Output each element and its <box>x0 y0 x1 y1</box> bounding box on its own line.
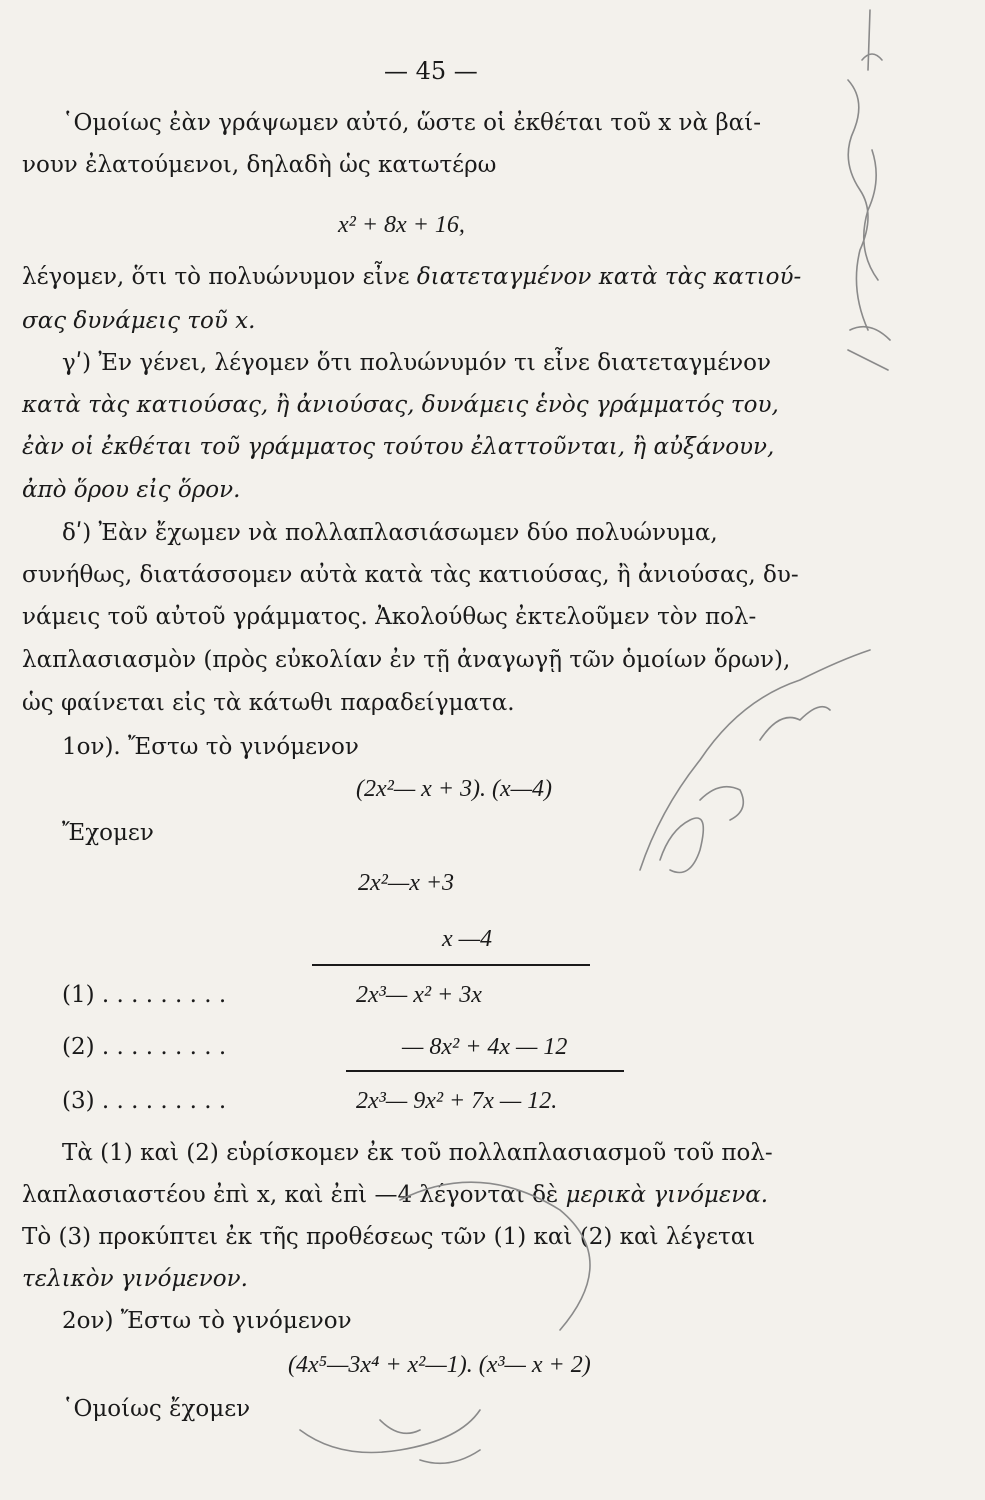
example2-product: (4x⁵—3x⁴ + x²—1). (x³— x + 2) <box>288 1352 591 1378</box>
para-final-line1: Τὰ (1) καὶ (2) εὑρίσκομεν ἐκ τοῦ πολλαπλασιασμοῦ τοῦ πολ- <box>62 1140 773 1166</box>
para-delta-line1: δʹ) Ἐὰν ἔχωμεν νὰ πολλαπλασιάσωμεν δύο πολυώνυμα, <box>62 520 718 546</box>
para1-line1: ῾Ομοίως ἐὰν γράψωμεν αὐτό, ὥστε οἱ ἐκθέται τοῦ x νὰ βαί- <box>62 110 761 136</box>
row1-label: (1) . . . . . . . . . <box>62 982 227 1008</box>
para1-line3-text: λέγομεν, ὅτι τὸ πολυώνυμον εἶνε <box>22 264 410 290</box>
para-final-line2-text: λαπλασιαστέου ἐπὶ x, καὶ ἐπὶ —4 λέγονται δὲ <box>22 1182 559 1208</box>
para-gamma-line1: γʹ) Ἐν γένει, λέγομεν ὅτι πολυώνυμόν τι εἶνε διατεταγμένον <box>62 350 771 376</box>
multiplier: x —4 <box>442 926 492 952</box>
example2-heading: 2ον) Ἔστω τὸ γινόμενον <box>62 1308 352 1334</box>
para-delta-line2: συνήθως, διατάσσομεν αὐτὰ κατὰ τὰς κατιούσας, ἢ ἀνιούσας, δυ- <box>22 562 799 588</box>
row2-label: (2) . . . . . . . . . <box>62 1034 227 1060</box>
para-delta-line5: ὡς φαίνεται εἰς τὰ κάτωθι παραδείγματα. <box>22 690 515 716</box>
para-gamma-line2: κατὰ τὰς κατιούσας, ἢ ἀνιούσας, δυνάμεις ἑνὸς γράμματός του, <box>22 392 779 418</box>
para1-line3-italic: διατεταγμένον κατὰ τὰς κατιού- <box>416 264 802 290</box>
row3-value: 2x³— 9x² + 7x — 12. <box>356 1088 558 1114</box>
page-number: — 45 — <box>384 57 478 85</box>
formula-x2-8x-16: x² + 8x + 16, <box>338 212 465 238</box>
para-gamma-line4: ἀπὸ ὅρου εἰς ὅρον. <box>22 477 241 503</box>
example1-have: Ἔχομεν <box>62 820 154 846</box>
para-delta-line4: λαπλασιασμὸν (πρὸς εὐκολίαν ἐν τῇ ἀναγωγῇ τῶν ὁμοίων ὅρων), <box>22 647 791 673</box>
row2-value: — 8x² + 4x — 12 <box>402 1034 568 1060</box>
para-final-line4: τελικὸν γινόμενον. <box>22 1266 248 1292</box>
para1-line4: σας δυνάμεις τοῦ x. <box>22 308 256 334</box>
multiplicand: 2x²—x +3 <box>358 870 455 896</box>
example1-heading: 1ον). Ἔστω τὸ γινόμενον <box>62 734 359 760</box>
example2-have: ῾Ομοίως ἔχομεν <box>62 1396 251 1422</box>
row3-label: (3) . . . . . . . . . <box>62 1088 227 1114</box>
example1-product: (2x²— x + 3). (x—4) <box>356 776 552 802</box>
para-delta-line3: νάμεις τοῦ αὐτοῦ γράμματος. Ἀκολούθως ἐκτελοῦμεν τὸν πολ- <box>22 604 757 630</box>
partial-products-term: μερικὰ γινόμενα. <box>565 1182 769 1208</box>
row1-value: 2x³— x² + 3x <box>356 982 482 1008</box>
para1-line2: νουν ἐλατούμενοι, δηλαδὴ ὡς κατωτέρω <box>22 152 497 178</box>
para-gamma-line3: ἐὰν οἱ ἐκθέται τοῦ γράμματος τούτου ἐλαττοῦνται, ἢ αὐξάνουν, <box>22 434 775 460</box>
para-final-line3: Τὸ (3) προκύπτει ἐκ τῆς προθέσεως τῶν (1) καὶ (2) καὶ λέγεται <box>22 1224 756 1250</box>
